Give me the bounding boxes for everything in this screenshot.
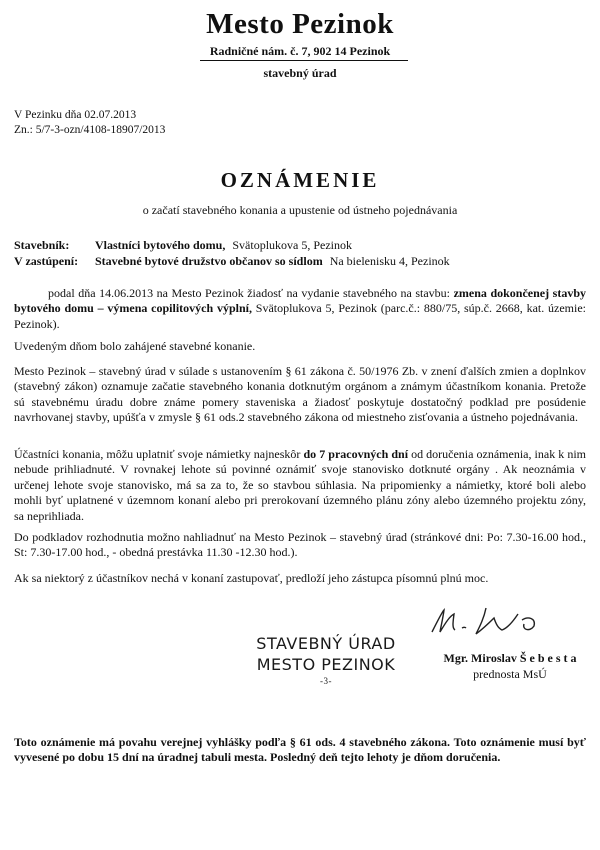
paragraph-legal-basis: Mesto Pezinok – stavebný úrad v súlade s ustanovením § 61 zákona č. 50/1976 Zb. v znení ďalších zmien a doplnkov (stavebný zákon) oznamuje začatie stavebného konania dotknutým orgánom a známym účastníkom konania. Pretože sú stavebnému úradu dobre známe pomery staveniska a žiadosť poskytuje dostatočný podklad pre posúdenie navrhovanej stavby, upúšťa v zmysle § 61 ods.2 stavebného zákona od miestneho zisťovania a ústneho pojednávania. [14, 364, 586, 425]
request-text-a: podal dňa 14.06.2013 na Mesto Pezinok žiadosť na vydanie stavebného na stavbu: [48, 286, 451, 300]
stamp-line-town: MESTO PEZINOK [256, 655, 396, 674]
document-subtitle: o začatí stavebného konania a upustenie od ústneho pojednávania [142, 203, 458, 217]
paragraph-documents: Do podkladov rozhodnutia možno nahliadnuť na Mesto Pezinok – stavebný úrad (stránkové dni: Po: 7.30-16.00 hod., St: 7.30-17.00 hod., - obedná prestávka 11.30 -12.30 hod.). [14, 530, 586, 560]
request-construction: zmena dokončenej stavby bytového domu – výmena copilitových výplní, [14, 286, 586, 316]
handwritten-signature [428, 598, 548, 642]
representative-label: V zastúpení: [14, 254, 79, 268]
municipality-title: Mesto Pezinok [206, 8, 394, 40]
stamp-number: -3- [320, 676, 332, 686]
builder-address: Svätoplukova 5, Pezinok [232, 238, 353, 252]
signatory-role: prednosta MsÚ [473, 667, 547, 681]
paragraph-objections [14, 447, 586, 524]
reference-number: Zn.: 5/7-3-ozn/4108-18907/2013 [14, 124, 166, 136]
stamp-line-office: STAVEBNÝ ÚRAD [256, 634, 396, 653]
paragraph-request [14, 286, 586, 332]
representative-row [14, 254, 450, 269]
header-divider [200, 60, 408, 61]
builder-name: Vlastníci bytového domu, [95, 238, 226, 252]
signatory-block [430, 650, 590, 682]
builder-label: Stavebník: [14, 238, 70, 252]
signatory-name: Mgr. Miroslav Š e b e s t a [443, 651, 577, 665]
office-stamp [246, 633, 406, 687]
representative-address: Na bielenisku 4, Pezinok [329, 254, 450, 268]
public-notice: Toto oznámenie má povahu verejnej vyhlášky podľa § 61 ods. 4 stavebného zákona. Toto oznámenie musí byť vyvesené po dobu 15 dní na úradnej tabuli mesta. Posledný deň tejto lehoty je dňom doručenia. [14, 735, 586, 765]
objections-text-b: od doručenia oznámenia, inak k nim nebude prihliadnuté. V rovnakej lehote sú povinné oznámiť svoje stanovisko dotknuté orgány . Ak neoznámia v určenej lehote svoje stanovisko, má sa za to, že so stavbou súhlasia. Na pripomienky a námietky, ktoré boli alebo mohli byť uplatnené v územnom konaní alebo pri prerokovaní územného plánu zóny alebo územného projektu zóny, sa neprihliada. [14, 447, 587, 523]
paragraph-started: Uvedeným dňom bolo zahájené stavebné konanie. [14, 339, 256, 353]
objections-text-a: Účastníci konania, môžu uplatniť svoje námietky najneskôr [14, 447, 301, 461]
date-line: V Pezinku dňa 02.07.2013 [14, 109, 137, 121]
paragraph-representation: Ak sa niektorý z účastníkov nechá v konaní zastupovať, predloží jeho zástupca písomnú plnú moc. [14, 571, 489, 585]
representative-name: Stavebné bytové družstvo občanov so sídlom [95, 254, 323, 268]
document-title: OZNÁMENIE [220, 168, 380, 192]
request-text-b: Svätoplukova 5, Pezinok (parc.č.: 880/75, súp.č. 2668, kat. územie: Pezinok). [14, 301, 586, 331]
builder-row [14, 238, 352, 253]
objections-deadline: do 7 pracovných dní [303, 447, 409, 461]
municipality-address: Radničné nám. č. 7, 902 14 Pezinok [209, 44, 391, 58]
office-name: stavebný úrad [263, 66, 337, 80]
